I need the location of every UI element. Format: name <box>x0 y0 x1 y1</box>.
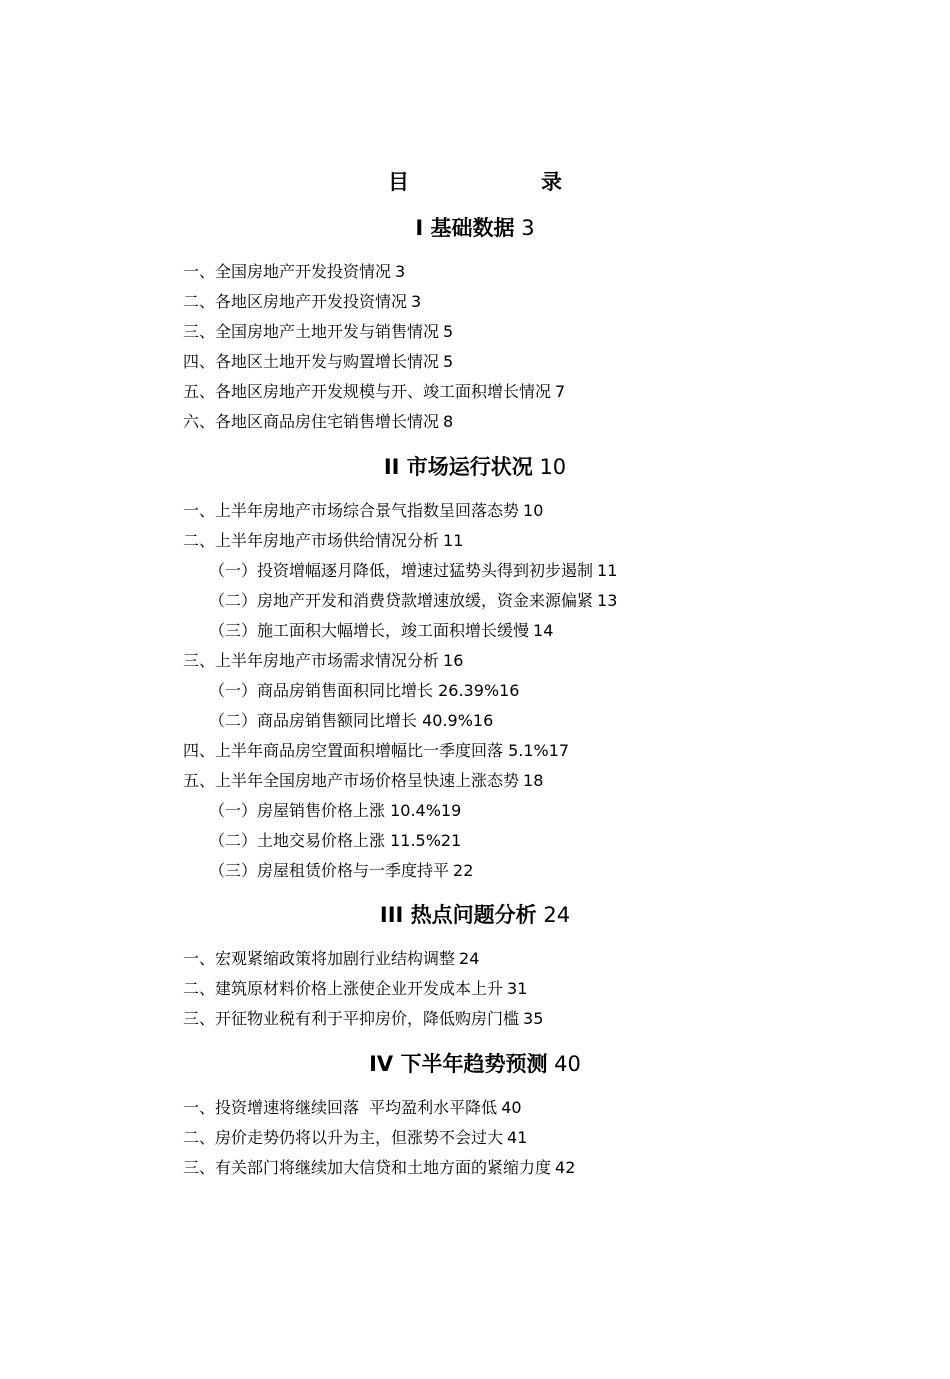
toc-entry-page: 42 <box>555 1158 576 1177</box>
toc-entry-page: 17 <box>548 741 570 760</box>
toc-entry-page: 11 <box>597 561 618 580</box>
toc-entry[interactable] <box>0 317 950 347</box>
toc-entry-page: 22 <box>453 861 474 880</box>
toc-entry[interactable] <box>0 556 950 586</box>
toc-entry-text: （一）商品房销售面积同比增长 26.39% <box>209 681 500 700</box>
toc-entry[interactable] <box>0 377 950 407</box>
toc-entry-page: 5 <box>443 322 454 341</box>
toc-entry[interactable] <box>0 1153 950 1183</box>
toc-entry-text: 三、有关部门将继续加大信贷和土地方面的紧缩力度 <box>183 1158 552 1177</box>
toc-entry-text: 二、房价走势仍将以升为主，但涨势不会过大 <box>183 1128 504 1147</box>
section-heading[interactable] <box>0 1049 950 1079</box>
toc-entry-text: （二）商品房销售额同比增长 40.9% <box>209 711 473 730</box>
toc-entries <box>0 944 950 1034</box>
toc-entry[interactable] <box>0 1004 950 1034</box>
toc-entry[interactable] <box>0 586 950 616</box>
toc-entry-text: （二）房地产开发和消费贷款增速放缓，资金来源偏紧 <box>209 591 594 610</box>
section-heading-page: 24 <box>543 903 571 927</box>
toc-entry[interactable] <box>0 287 950 317</box>
toc-entry-text: 一、投资增速将继续回落 平均盈利水平降低 <box>183 1098 498 1117</box>
toc-entry-text: 二、各地区房地产开发投资情况 <box>183 292 408 311</box>
toc-entry-page: 19 <box>440 801 462 820</box>
toc-entry-page: 8 <box>443 412 454 431</box>
section-heading-page: 40 <box>554 1052 581 1076</box>
toc-section-1 <box>0 213 950 437</box>
toc-entry[interactable] <box>0 526 950 556</box>
toc-entries <box>0 1093 950 1183</box>
toc-entry-text: 六、各地区商品房住宅销售增长情况 <box>183 412 440 431</box>
toc-entry-text: 三、上半年房地产市场需求情况分析 <box>183 651 440 670</box>
toc-entry-page: 16 <box>499 681 520 700</box>
toc-entry[interactable] <box>0 616 950 646</box>
toc-entries <box>0 257 950 437</box>
section-heading-page: 3 <box>521 216 535 240</box>
toc-entry[interactable] <box>0 257 950 287</box>
section-heading-label: III 热点问题分析 <box>379 903 537 927</box>
toc-entry[interactable] <box>0 736 950 766</box>
toc-entry[interactable] <box>0 706 950 736</box>
toc-entry-text: 二、上半年房地产市场供给情况分析 <box>183 531 440 550</box>
toc-entry-page: 18 <box>523 771 544 790</box>
toc-entry-page: 41 <box>507 1128 528 1147</box>
toc-entry-page: 7 <box>555 382 566 401</box>
toc-entry[interactable] <box>0 496 950 526</box>
toc-entries <box>0 496 950 886</box>
toc-entry-text: （一）投资增幅逐月降低，增速过猛势头得到初步遏制 <box>209 561 594 580</box>
toc-entry-text: 五、上半年全国房地产市场价格呈快速上涨态势 <box>183 771 520 790</box>
toc-entry-text: 三、全国房地产土地开发与销售情况 <box>183 322 440 341</box>
toc-entry[interactable] <box>0 796 950 826</box>
toc-entry-text: （三）房屋租赁价格与一季度持平 <box>209 861 450 880</box>
toc-entry-text: 一、全国房地产开发投资情况 <box>183 262 392 281</box>
toc-entry[interactable] <box>0 826 950 856</box>
toc-entry-text: 五、各地区房地产开发规模与开、竣工面积增长情况 <box>183 382 552 401</box>
toc-entry-page: 3 <box>411 292 422 311</box>
section-heading-page: 10 <box>539 455 567 479</box>
toc-entry-page: 40 <box>501 1098 522 1117</box>
toc-entry-text: 一、宏观紧缩政策将加剧行业结构调整 <box>183 949 456 968</box>
toc-entry-page: 16 <box>443 651 464 670</box>
toc-entry-page: 24 <box>459 949 480 968</box>
toc-entry-page: 16 <box>472 711 494 730</box>
toc-entry-text: 四、各地区土地开发与购置增长情况 <box>183 352 440 371</box>
toc-entry-page: 31 <box>507 979 528 998</box>
toc-entry-page: 3 <box>395 262 406 281</box>
toc-entry[interactable] <box>0 856 950 886</box>
toc-entry[interactable] <box>0 676 950 706</box>
section-heading[interactable] <box>0 213 950 243</box>
toc-entry[interactable] <box>0 646 950 676</box>
toc-entry-page: 10 <box>523 501 544 520</box>
toc-entry[interactable] <box>0 1123 950 1153</box>
toc-entry-text: 四、上半年商品房空置面积增幅比一季度回落 5.1% <box>183 741 549 760</box>
toc-entry[interactable] <box>0 944 950 974</box>
toc-entry[interactable] <box>0 1093 950 1123</box>
toc-entry-page: 5 <box>443 352 454 371</box>
section-heading-label: IV 下半年趋势预测 <box>369 1052 548 1076</box>
section-heading[interactable] <box>0 452 950 482</box>
toc-entry[interactable] <box>0 407 950 437</box>
toc-entry-page: 21 <box>440 831 462 850</box>
toc-entry-page: 35 <box>523 1009 544 1028</box>
toc-entry-text: （三）施工面积大幅增长，竣工面积增长缓慢 <box>209 621 530 640</box>
toc-section-4 <box>0 1049 950 1183</box>
toc-entry-page: 14 <box>533 621 554 640</box>
toc-entry[interactable] <box>0 974 950 1004</box>
toc-title: 目 录 <box>388 170 592 194</box>
toc-section-2 <box>0 452 950 886</box>
toc-entry-text: 三、开征物业税有利于平抑房价，降低购房门槛 <box>183 1009 520 1028</box>
section-heading-label: I 基础数据 <box>415 216 515 240</box>
toc-entry-text: （二）土地交易价格上涨 11.5% <box>209 831 441 850</box>
toc-entry-text: （一）房屋销售价格上涨 10.4% <box>209 801 441 820</box>
toc-entry-text: 一、上半年房地产市场综合景气指数呈回落态势 <box>183 501 520 520</box>
toc-entry-page: 11 <box>443 531 464 550</box>
section-heading[interactable] <box>0 900 950 930</box>
toc-entry-page: 13 <box>597 591 618 610</box>
section-heading-label: II 市场运行状况 <box>383 455 533 479</box>
toc-entry[interactable] <box>0 347 950 377</box>
toc-entry[interactable] <box>0 766 950 796</box>
toc-entry-text: 二、建筑原材料价格上涨使企业开发成本上升 <box>183 979 504 998</box>
toc-section-3 <box>0 900 950 1034</box>
